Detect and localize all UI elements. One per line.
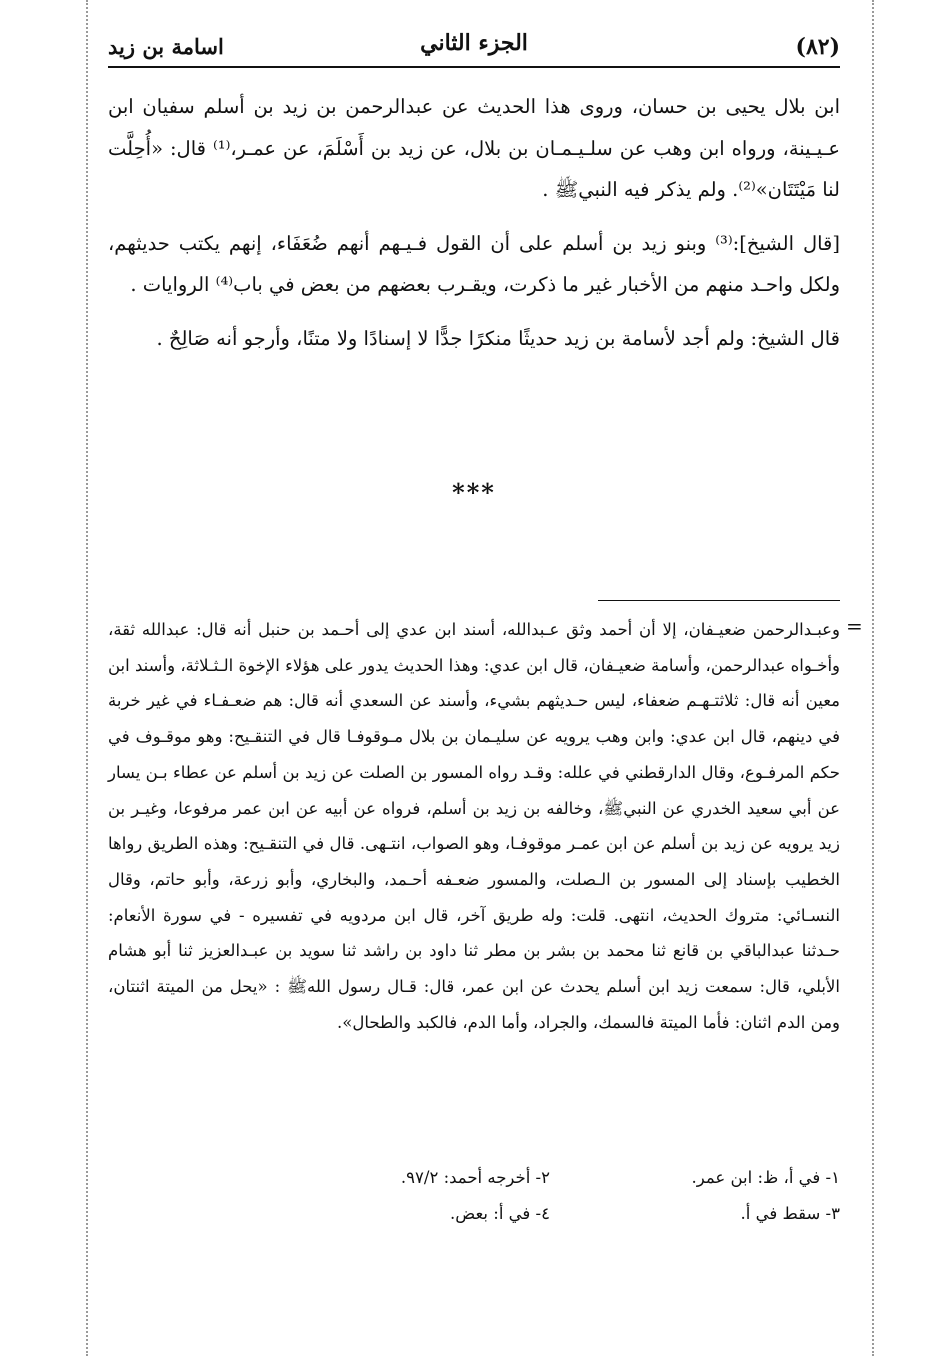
footnote-1: ١- في أ، ظ: ابن عمر. — [691, 1168, 840, 1187]
footnote-4: ٤- في أ: بعض. — [450, 1204, 550, 1223]
footnote-row — [108, 1196, 840, 1232]
footnote-3: ٣- سقط في أ. — [740, 1204, 840, 1223]
part-title: الجزء الثاني — [420, 30, 528, 56]
section-separator: *** — [452, 478, 496, 507]
main-paragraph-3: قال الشيخ: ولم أجد لأسامة بن زيد حديثًا منكرًا جدًّا لا إسنادًا ولا متنًا، وأرجو أنه صَالِحٌ . — [156, 326, 840, 350]
footnote-continuation: وعبـدالرحمن ضعيـفان، إلا أن أحمد وثق عـبدالله، أسند ابن عدي إلى أحـمد بن حنبل أنه قال: عبدالله ثقة، وأخـواه عبدالرحمن، وأسامة ضعيـفان، قال ابن عدي: وهذا الحديث يدور على هؤلاء الإخوة الـثـلاثة، وأسند ابن معين أنه قال: ثلاثتـهـم ضعفاء، ليس حـديثهم بشيء، وأسند عن السعدي أنه قال: هم ضعـفـاء في غير خربة في دينهم، قال ابن عدي: وابن وهب يرويه عن سليـمان بن بلال مـوقوفـا قال في التنقـيح: وهو موقـوف في حكم المرفـوع، وقال الدارقطني في علله: وقـد رواه المسور بن الصلت عن زيد بن أسلم عن عطاء بـن يسار عن أبي سعيد الخدري عن النبيﷺ، وخالفه بن زيد بن أسلم، فرواه عن أبيه عن ابن عمر مرفوعا، وغيـر بن زيد يرويه عن زيد بن أسلم عن ابن عمـر موقوفـا، وهو الصواب، انتـهى. قال في التنقـيح: وهذه الطريق رواها الخطيب بإسناد إلى المسور بن الـصلت، والمسور ضعـفه أحـمد، والبخاري، وأبو زرعة، وأبو حاتم، وقال النسـائي: متروك الحديث، انتهى. قلت: وله طريق آخر، قال ابن مردويه في تفسيره - في سورة الأنعام: حـدثنا عبدالباقي بن قانع ثنا محمد بن بشر بن مطر ثنا داود بن راشد ثنا سويد بن عبـدالعزيز ثنا أبو هشام الأبلي، قال: سمعت زيد ابن أسلم يحدث عن ابن عمر، قال: قـال رسول اللهﷺ : «يحل من الميتة اثنتان، ومن الدم اثنان: فأما الميتة فالسمك، والجراد، وأما الدم، فالكبد والطحال». — [108, 620, 840, 1032]
footnote-row — [108, 1160, 840, 1196]
page-number: (٨٢) — [795, 34, 840, 60]
main-text — [108, 86, 840, 371]
main-paragraph-2: [قال الشيخ]:⁽³⁾ وبنو زيد بن أسلم على أن القول فـيـهم أنهم ضُعَفَاء، إنهم يكتب حديثهم، ولكل واحـد منهم من الأخبار غير ما ذكرت، ويقـرب بعضهم من بعض في باب⁽⁴⁾ الروايات . — [108, 231, 840, 296]
left-margin-dots — [86, 0, 88, 1356]
footnote-2: ٢- أخرجه أحمد: ٩٧/٢. — [400, 1168, 550, 1187]
right-margin-dots — [872, 0, 874, 1356]
main-paragraph-1: ابن بلال يحيى بن حسان، وروى هذا الحديث عن عبدالرحمن بن زيد بن أسلم سفيان ابن عـيـينة، ورواه ابن وهب عن سلـيـمـان بن بلال، عن زيد بن أَسْلَمَ، عن عمـر،⁽¹⁾ قال: «أُحِلَّت لنا مَيْتَتَان»⁽²⁾. ولم يذكر فيه النبيﷺ . — [108, 95, 840, 201]
footnotes-block — [108, 612, 840, 1040]
footnote-rule — [598, 600, 840, 601]
chapter-name: اسامة بن زيد — [108, 34, 224, 59]
footnote-list — [108, 1160, 840, 1232]
running-header — [108, 24, 840, 66]
footnote-continuation-marker: = — [846, 614, 863, 638]
header-rule — [108, 66, 840, 68]
